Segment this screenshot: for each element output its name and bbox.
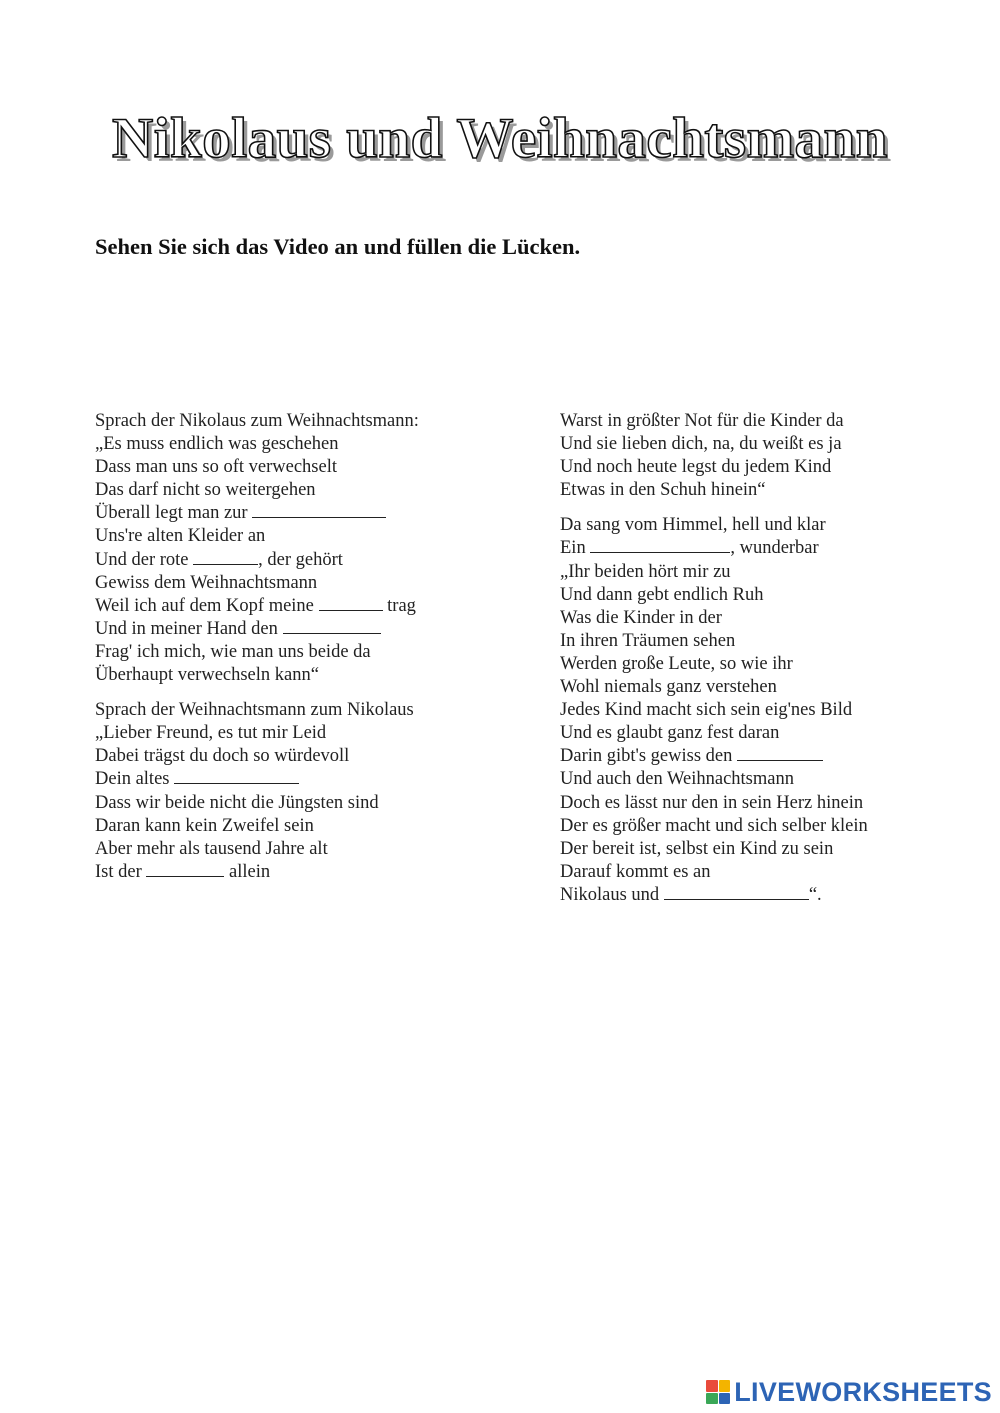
lyric-line: Und dann gebt endlich Ruh bbox=[560, 584, 764, 605]
lyric-line: Jedes Kind macht sich sein eig'nes Bild bbox=[560, 700, 853, 721]
lyric-line: Dass wir beide nicht die Jüngsten sind bbox=[95, 792, 379, 813]
gap-field-1[interactable] bbox=[252, 502, 386, 518]
liveworksheets-logo-icon bbox=[706, 1380, 730, 1404]
lyric-line: Und der rote , der gehört bbox=[95, 549, 343, 570]
liveworksheets-branding bbox=[706, 1377, 992, 1407]
lyric-line: Da sang vom Himmel, hell und klar bbox=[560, 515, 826, 536]
lyric-line: Und es glaubt ganz fest daran bbox=[560, 723, 780, 744]
lyric-line: Wohl niemals ganz verstehen bbox=[560, 677, 777, 698]
lyric-line: „Lieber Freund, es tut mir Leid bbox=[95, 723, 327, 744]
stanza-2 bbox=[95, 699, 535, 884]
lyric-line: Gewiss dem Weihnachtsmann bbox=[95, 572, 318, 593]
lyric-line: Doch es lässt nur den in sein Herz hinein bbox=[560, 792, 864, 813]
gap-field-9[interactable] bbox=[664, 884, 809, 900]
lyric-line: Werden große Leute, so wie ihr bbox=[560, 653, 793, 674]
lyric-line: Uns're alten Kleider an bbox=[95, 526, 266, 547]
lyric-line: Ein , wunderbar bbox=[560, 538, 819, 559]
stanza-1 bbox=[95, 410, 535, 687]
lyric-line: Nikolaus und “. bbox=[560, 884, 822, 905]
gap-field-6[interactable] bbox=[146, 861, 224, 877]
lyric-line: Weil ich auf dem Kopf meine trag bbox=[95, 595, 416, 616]
lyric-line: „Es muss endlich was geschehen bbox=[95, 434, 339, 455]
lyric-line: Daran kann kein Zweifel sein bbox=[95, 815, 314, 836]
logo-square-blue bbox=[719, 1393, 731, 1405]
lyrics-left-column bbox=[95, 410, 535, 896]
logo-square-yellow bbox=[719, 1380, 731, 1392]
stanza-4 bbox=[560, 514, 980, 907]
lyric-line: Etwas in den Schuh hinein“ bbox=[560, 480, 766, 501]
lyric-line: Warst in größter Not für die Kinder da bbox=[560, 411, 844, 431]
stanza-3 bbox=[560, 410, 980, 502]
lyric-line: Und in meiner Hand den bbox=[95, 618, 535, 641]
lyric-line: In ihren Träumen sehen bbox=[560, 630, 736, 651]
lyric-line: Und noch heute legst du jedem Kind bbox=[560, 457, 832, 478]
lyric-line: Darin gibt's gewiss den bbox=[560, 745, 980, 768]
lyric-line: Das darf nicht so weitergehen bbox=[95, 480, 316, 501]
lyric-line: Aber mehr als tausend Jahre alt bbox=[95, 838, 328, 859]
gap-field-2[interactable] bbox=[193, 549, 258, 565]
logo-square-red bbox=[706, 1380, 718, 1392]
gap-field-8[interactable] bbox=[737, 745, 823, 761]
lyric-line: Und sie lieben dich, na, du weißt es ja bbox=[560, 434, 842, 455]
lyric-line: Und auch den Weihnachtsmann bbox=[560, 769, 794, 790]
lyric-line: Der bereit ist, selbst ein Kind zu sein bbox=[560, 838, 834, 859]
worksheet-title: Nikolaus und Weihnachtsmann bbox=[112, 107, 888, 170]
lyric-line: Dein altes bbox=[95, 768, 535, 791]
lyric-line: Der es größer macht und sich selber klein bbox=[560, 815, 868, 836]
lyric-line: Darauf kommt es an bbox=[560, 861, 711, 882]
logo-square-green bbox=[706, 1393, 718, 1405]
lyric-line: Sprach der Nikolaus zum Weihnachtsmann: bbox=[95, 411, 419, 431]
lyric-line: Sprach der Weihnachtsmann zum Nikolaus bbox=[95, 700, 414, 721]
lyric-line: Überhaupt verwechseln kann“ bbox=[95, 665, 319, 686]
lyric-line: Überall legt man zur bbox=[95, 502, 535, 525]
gap-field-7[interactable] bbox=[590, 537, 730, 553]
gap-field-3[interactable] bbox=[319, 595, 383, 611]
lyric-line: Frag' ich mich, wie man uns beide da bbox=[95, 641, 371, 662]
lyrics-right-column bbox=[560, 410, 980, 919]
lyric-line: Dabei trägst du doch so würdevoll bbox=[95, 746, 350, 767]
instruction-text: Sehen Sie sich das Video an und füllen die Lücken. bbox=[95, 234, 581, 259]
lyric-line: „Ihr beiden hört mir zu bbox=[560, 561, 731, 582]
gap-field-4[interactable] bbox=[283, 618, 381, 634]
lyric-line: Ist der allein bbox=[95, 861, 271, 882]
brand-name: LIVEWORKSHEETS bbox=[734, 1376, 992, 1407]
lyric-line: Was die Kinder in der bbox=[560, 607, 722, 628]
lyric-line: Dass man uns so oft verwechselt bbox=[95, 457, 337, 478]
gap-field-5[interactable] bbox=[174, 768, 299, 784]
